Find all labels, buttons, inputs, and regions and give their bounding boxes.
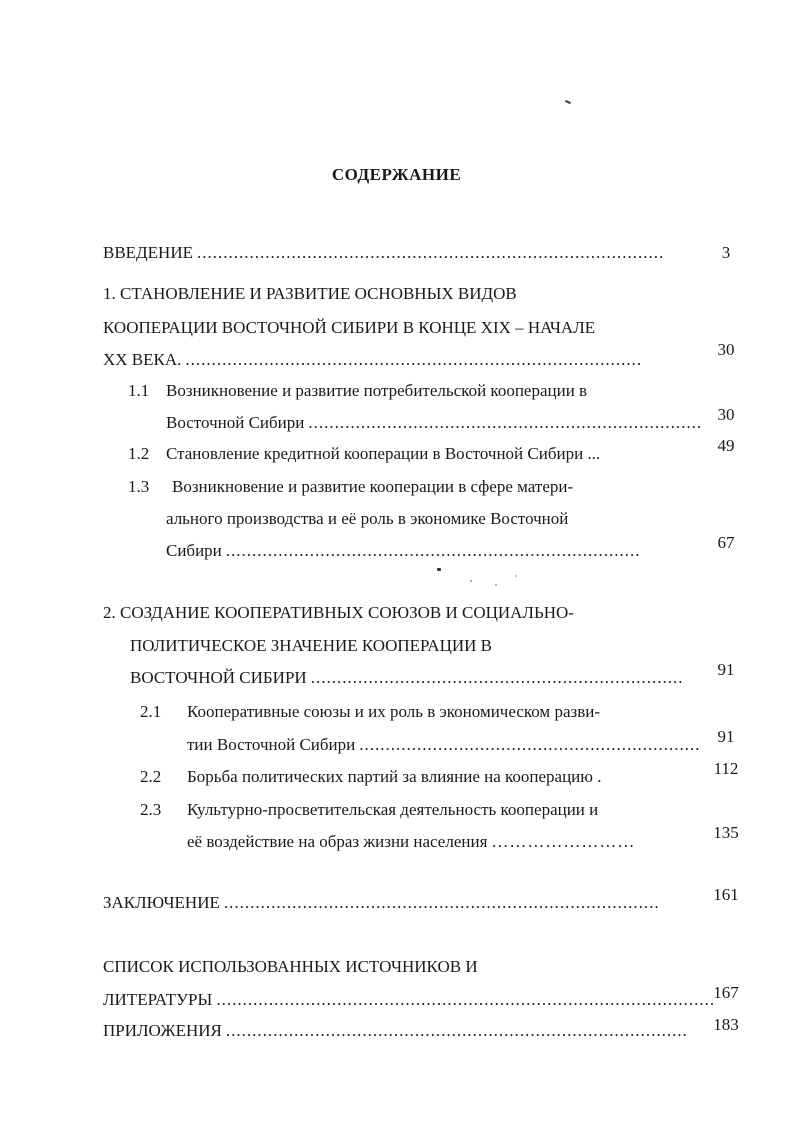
section-title-line: Возникновение и развитие кооперации в сфере матери- (172, 477, 574, 496)
scan-speck (470, 580, 472, 582)
toc-entry-text: СПИСОК ИСПОЛЬЗОВАННЫХ ИСТОЧНИКОВ И (103, 957, 478, 976)
chapter-heading-line: 2. СОЗДАНИЕ КООПЕРАТИВНЫХ СОЮЗОВ И СОЦИАЛЬНО- (103, 603, 574, 622)
section-title-line: Кооперативные союзы и их роль в экономическом разви- (187, 702, 600, 721)
chapter-heading-line: 1. СТАНОВЛЕНИЕ И РАЗВИТИЕ ОСНОВНЫХ ВИДОВ (103, 284, 517, 303)
section-title-line: её воздействие на образ жизни населения (187, 832, 488, 851)
section-number: 1.3 (128, 477, 150, 496)
page-title: СОДЕРЖАНИЕ (331, 165, 462, 184)
page-number: 49 (717, 436, 735, 455)
section-number: 2.2 (140, 767, 162, 786)
leader-dots: ................................................................. (359, 735, 701, 754)
toc-entry-text: ВВЕДЕНИЕ (103, 243, 193, 262)
leader-dots: ......................................................................................... (196, 243, 665, 262)
section-title-line: Восточной Сибири (166, 413, 305, 432)
toc-entry-text: ЛИТЕРАТУРЫ (103, 990, 213, 1009)
page-number: 161 (713, 885, 739, 904)
section-number: 2.1 (140, 702, 162, 721)
section-title-line: Возникновение и развитие потребительской кооперации в (166, 381, 588, 400)
scan-speck (565, 100, 571, 104)
page-number: 91 (717, 727, 735, 746)
toc-entry-text: ПРИЛОЖЕНИЯ (103, 1021, 222, 1040)
page-number: 30 (717, 340, 735, 359)
section-number: 1.2 (128, 444, 150, 463)
leader-dots: ............................................................................................... (216, 990, 716, 1009)
chapter-heading-line: ПОЛИТИЧЕСКОЕ ЗНАЧЕНИЕ КООПЕРАЦИИ В (130, 636, 492, 655)
leader-dots: ........................................................................................ (225, 1021, 688, 1040)
section-title-line: Культурно-просветительская деятельность кооперации и (187, 800, 599, 819)
chapter-heading-line: КООПЕРАЦИИ ВОСТОЧНОЙ СИБИРИ В КОНЦЕ XIX – НАЧАЛЕ (103, 318, 596, 337)
leader-dots: ................................................................................... (223, 893, 660, 912)
section-title-line: тии Восточной Сибири (187, 735, 356, 754)
section-title-line: Сибири (166, 541, 222, 560)
section-number: 1.1 (128, 381, 150, 400)
chapter-heading-line: ВОСТОЧНОЙ СИБИРИ (130, 668, 307, 687)
leader-dots: ............................................................................... (225, 541, 641, 560)
chapter-heading-line: XX ВЕКА. (103, 350, 182, 369)
page-number: 30 (717, 405, 735, 424)
leader-dots: …………………… (491, 832, 636, 851)
page-number: 183 (713, 1015, 739, 1034)
scan-speck (515, 575, 517, 577)
section-title-line: Борьба политических партий за влияние на кооперацию . (187, 767, 602, 786)
page-number: 91 (717, 660, 735, 679)
section-number: 2.3 (140, 800, 162, 819)
page-number: 135 (713, 823, 739, 842)
page-number: 112 (713, 759, 739, 778)
leader-dots: ........................................................................... (308, 413, 703, 432)
page-number: 167 (713, 983, 739, 1002)
scan-speck (495, 584, 497, 586)
scan-speck (437, 568, 441, 571)
toc-entry-text: ЗАКЛЮЧЕНИЕ (103, 893, 220, 912)
section-title-line: ального производства и её роль в экономике Восточной (166, 509, 569, 528)
page-number: 3 (721, 243, 731, 262)
leader-dots: ....................................................................................... (185, 350, 643, 369)
leader-dots: ....................................................................... (310, 668, 684, 687)
section-title-line: Становление кредитной кооперации в Восточной Сибири ... (166, 444, 601, 463)
page-number: 67 (717, 533, 735, 552)
